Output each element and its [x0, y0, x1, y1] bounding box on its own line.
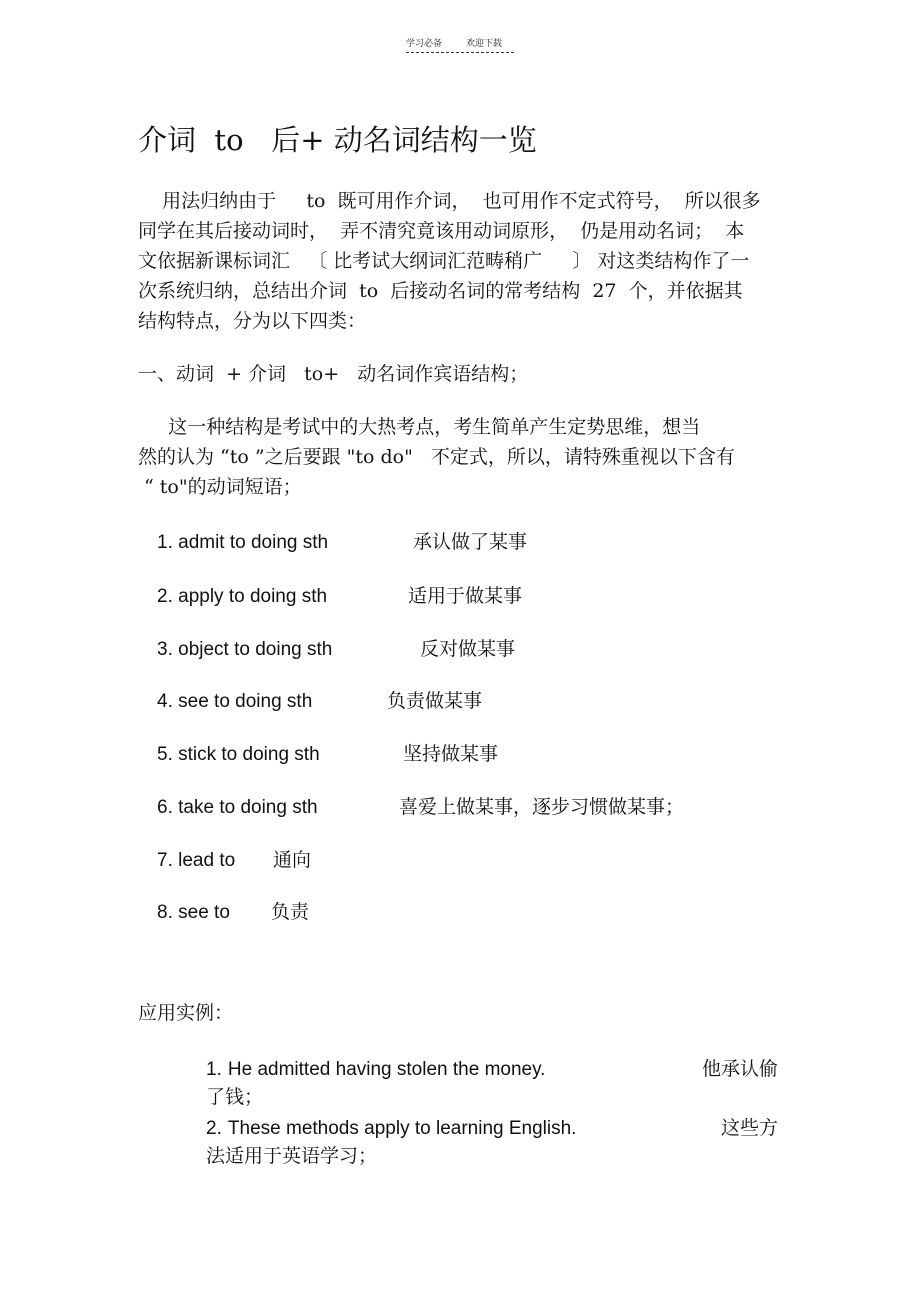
intro-line: 用法归纳由于 to 既可用作介词， 也可用作不定式符号， 所以很多 [138, 190, 761, 212]
phrase-chinese: 负责做某事 [387, 690, 483, 712]
intro-line: 次系统归纳，总结出介词 to 后接动名词的常考结构 27 个，并依据其 [138, 280, 743, 302]
phrase-item [157, 528, 527, 557]
phrase-english: 8. see to [157, 902, 230, 923]
intro-paragraph [138, 186, 788, 336]
phrase-item [157, 898, 309, 927]
example-chinese-start: 他承认偷 [701, 1058, 778, 1080]
document-title: 介词 to 后+ 动名词结构一览 [138, 123, 537, 157]
example-english: These methods apply to learning English. [227, 1118, 577, 1139]
header-divider [406, 52, 514, 53]
phrase-item [157, 793, 684, 822]
example-chinese-wrap: 法适用于英语学习； [206, 1145, 378, 1167]
phrase-item [157, 846, 311, 875]
phrase-item [157, 740, 498, 769]
phrase-english: 2. apply to doing sth [157, 586, 328, 607]
section-paragraph-line: “ to"的动词短语； [138, 476, 302, 498]
phrase-english: 3. object to doing sth [157, 639, 333, 660]
example-english: He admitted having stolen the money. [227, 1059, 546, 1080]
examples-heading: 应用实例： [138, 1002, 234, 1024]
example-number: 2. [206, 1118, 222, 1139]
header-left-text: 学习必备 [406, 39, 443, 49]
section-paragraph-line: 这一种结构是考试中的大热考点，考生简单产生定势思维，想当 [138, 416, 701, 438]
phrase-chinese: 喜爱上做某事，逐步习惯做某事； [399, 796, 685, 818]
phrase-item [157, 687, 482, 716]
phrase-chinese: 承认做了某事 [413, 531, 528, 553]
phrase-chinese: 适用于做某事 [408, 585, 523, 607]
header-right-text: 欢迎下载 [466, 39, 503, 49]
intro-line: 同学在其后接动词时， 弄不清究竟该用动词原形， 仍是用动名词； 本 [138, 220, 745, 242]
example-chinese-start: 这些方 [720, 1117, 778, 1139]
phrase-english: 7. lead to [157, 850, 236, 871]
phrase-english: 1. admit to doing sth [157, 532, 329, 553]
intro-line: 结构特点，分为以下四类： [138, 310, 367, 332]
page-header [406, 38, 516, 50]
phrase-item [157, 635, 515, 664]
phrase-chinese: 通向 [273, 849, 312, 871]
section-heading: 一、动词 + 介词 to+ 动名词作宾语结构； [138, 363, 529, 385]
example-item [206, 1114, 778, 1170]
phrase-chinese: 反对做某事 [420, 638, 516, 660]
phrase-english: 5. stick to doing sth [157, 744, 320, 765]
phrase-chinese: 坚持做某事 [403, 743, 499, 765]
phrase-english: 6. take to doing sth [157, 797, 318, 818]
example-chinese-wrap: 了钱； [206, 1086, 264, 1108]
section-paragraph [138, 412, 798, 502]
section-paragraph-line: 然的认为 “to ”之后要跟 "to do" 不定式，所以，请特殊重视以下含有 [138, 446, 735, 468]
example-number: 1. [206, 1059, 222, 1080]
phrase-item [157, 582, 522, 611]
phrase-chinese: 负责 [271, 901, 310, 923]
example-item [206, 1055, 778, 1111]
intro-line: 文依据新课标词汇 〔 比考试大纲词汇范畴稍广 〕 对这类结构作了一 [138, 250, 750, 272]
phrase-english: 4. see to doing sth [157, 691, 313, 712]
